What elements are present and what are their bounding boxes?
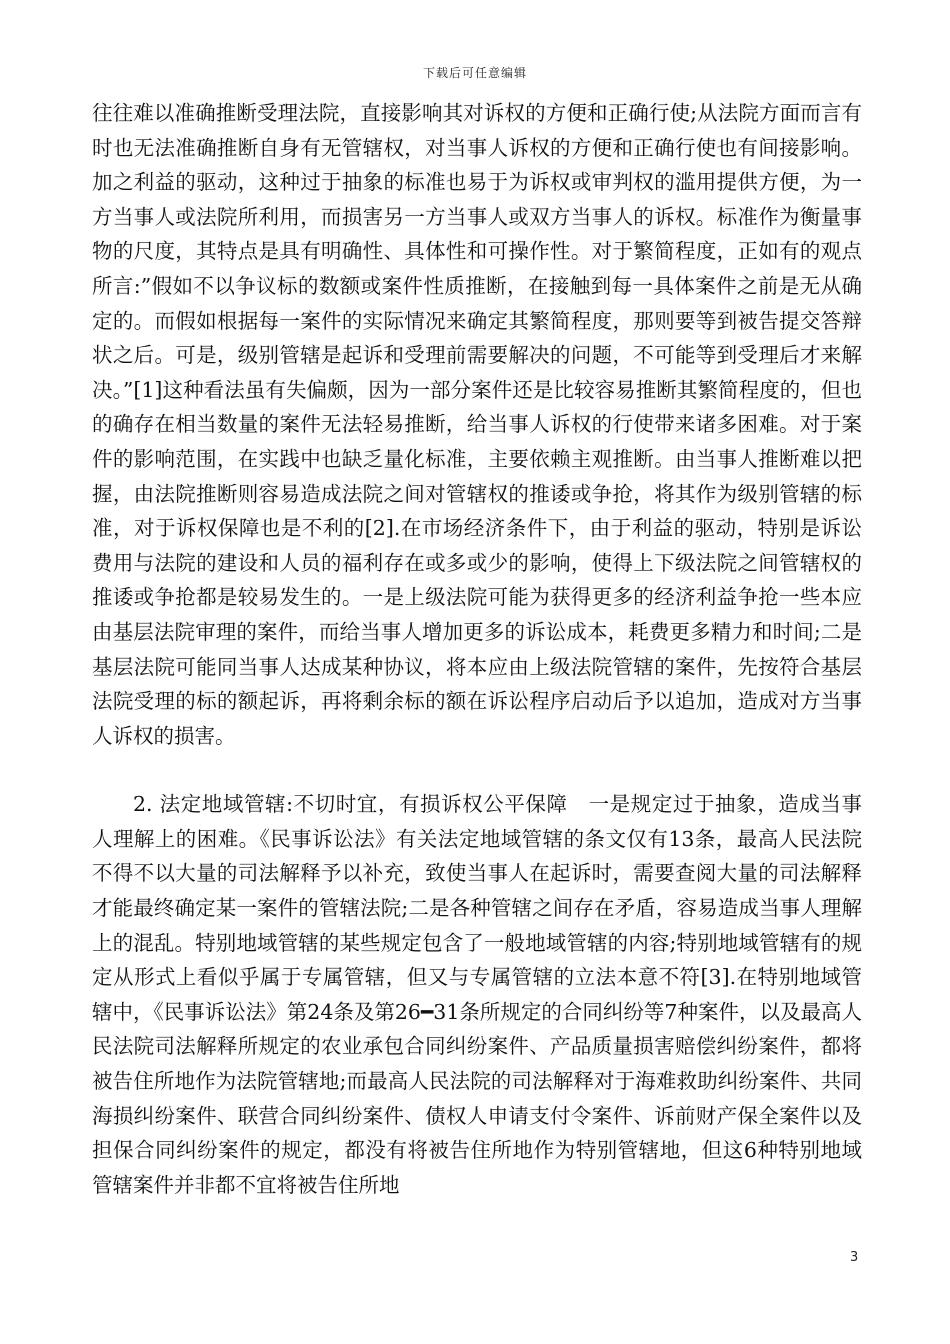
paragraph-2: 2. 法定地域管辖:不切时宜，有损诉权公平保障 一是规定过于抽象，造成当事人理解上的困难。《民事诉讼法》有关法定地域管辖的条文仅有13条，最高人民法院不得不以大量的司法解释予以补充，致使当事人在起诉时，需要查阅大量的司法解释才能最终确定某一案件的管辖法院;二是各种管辖之间存在矛盾，容易造成当事人理解上的混乱。特别地域管辖的某些规定包含了一般地域管辖的内容;特别地域管辖有的规定从形式上看似乎属于专属管辖，但又与专属管辖的立法本意不符[3].在特别地域管辖中，《民事诉讼法》第24条及第26━31条所规定的合同纠纷等7种案件，以及最高人民法院司法解释所规定的农业承包合同纠纷案件、产品质量损害赔偿纠纷案件，都将被告住所地作为法院管辖地;而最高人民法院的司法解释对于海难救助纠纷案件、共同海损纠纷案件、联营合同纠纷案件、债权人申请支付令案件、诉前财产保全案件以及担保合同纠纷案件的规定，都没有将被告住所地作为特别管辖地，但这6种特别地域管辖案件并非都不宜将被告住所地: [92, 792, 862, 1197]
page-number: 3: [850, 1250, 859, 1265]
paragraph-spacer: [92, 753, 862, 787]
body-text: [92, 96, 862, 1202]
header-note: 下载后可任意编辑: [422, 66, 527, 80]
paragraph-1: 往往难以准确推断受理法院，直接影响其对诉权的方便和正确行使;从法院方面而言有时也无法准确推断自身有无管辖权，对当事人诉权的方便和正确行使也有间接影响。加之利益的驱动，这种过于抽象的标准也易于为诉权或审判权的滥用提供方便，为一方当事人或法院所利用，而损害另一方当事人或双方当事人的诉权。标准作为衡量事物的尺度，其特点是具有明确性、具体性和可操作性。对于繁简程度，正如有的观点所言:”假如不以争议标的数额或案件性质推断，在接触到每一具体案件之前是无从确定的。而假如根据每一案件的实际情况来确定其繁简程度，那则要等到被告提交答辩状之后。可是，级别管辖是起诉和受理前需要解决的问题，不可能等到受理后才来解决。”[1]这种看法虽有失偏颇，因为一部分案件还是比较容易推断其繁简程度的，但也的确存在相当数量的案件无法轻易推断，给当事人诉权的行使带来诸多困难。对于案件的影响范围，在实践中也缺乏量化标准，主要依赖主观推断。由当事人推断难以把握，由法院推断则容易造成法院之间对管辖权的推诿或争抢，将其作为级别管辖的标准，对于诉权保障也是不利的[2].在市场经济条件下，由于利益的驱动，特别是诉讼费用与法院的建设和人员的福利存在或多或少的影响，使得上下级法院之间管辖权的推诿或争抢都是较易发生的。一是上级法院可能为获得更多的经济利益争抢一些本应由基层法院审理的案件，而给当事人增加更多的诉讼成本，耗费更多精力和时间;二是基层法院可能同当事人达成某种协议，将本应由上级法院管辖的案件，先按符合基层法院受理的标的额起诉，再将剩余标的额在诉讼程序启动后予以追加，造成对方当事人诉权的损害。: [92, 101, 862, 748]
